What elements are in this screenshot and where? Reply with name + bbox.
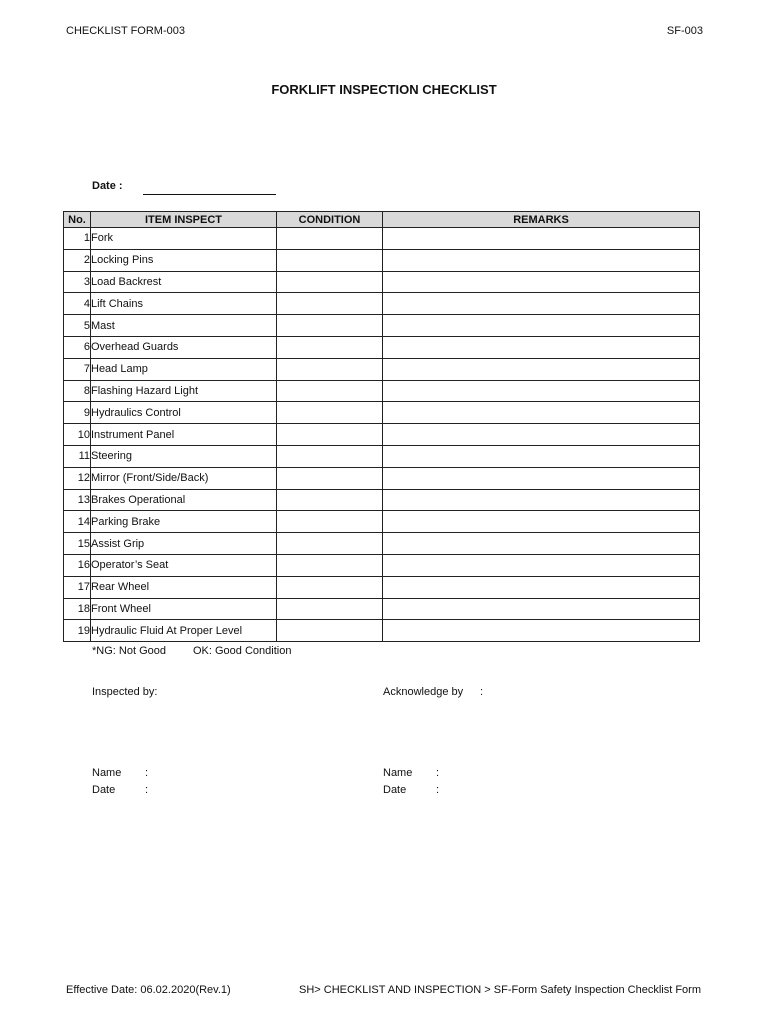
remarks-cell[interactable] [383, 271, 700, 293]
inspector-date-colon: : [145, 784, 149, 796]
condition-cell[interactable] [277, 228, 383, 250]
table-row [64, 489, 700, 511]
row-number: 6 [64, 336, 91, 358]
item-name: Fork [91, 228, 277, 250]
remarks-cell[interactable] [383, 424, 700, 446]
acknowledger-date-label: Date [383, 784, 407, 796]
item-name: Flashing Hazard Light [91, 380, 277, 402]
row-number: 2 [64, 249, 91, 271]
condition-cell[interactable] [277, 336, 383, 358]
condition-cell[interactable] [277, 424, 383, 446]
table-row [64, 424, 700, 446]
remarks-cell[interactable] [383, 576, 700, 598]
remarks-cell[interactable] [383, 467, 700, 489]
table-row [64, 576, 700, 598]
condition-cell[interactable] [277, 620, 383, 642]
header-item-inspect: ITEM INSPECT [91, 212, 277, 228]
table-row [64, 315, 700, 337]
item-name: Front Wheel [91, 598, 277, 620]
table-row [64, 271, 700, 293]
acknowledger-name-label: Name [383, 767, 413, 779]
remarks-cell[interactable] [383, 249, 700, 271]
header-condition: CONDITION [277, 212, 383, 228]
row-number: 1 [64, 228, 91, 250]
legend-not-good: *NG: Not Good [92, 645, 166, 657]
item-name: Assist Grip [91, 533, 277, 555]
table-row [64, 445, 700, 467]
row-number: 15 [64, 533, 91, 555]
table-header-row [64, 212, 700, 228]
item-name: Steering [91, 445, 277, 467]
row-number: 8 [64, 380, 91, 402]
table-row [64, 402, 700, 424]
condition-cell[interactable] [277, 402, 383, 424]
acknowledge-by-colon: : [480, 686, 484, 698]
remarks-cell[interactable] [383, 620, 700, 642]
row-number: 13 [64, 489, 91, 511]
item-name: Rear Wheel [91, 576, 277, 598]
condition-cell[interactable] [277, 467, 383, 489]
condition-cell[interactable] [277, 293, 383, 315]
header-no: No. [64, 212, 91, 228]
condition-cell[interactable] [277, 380, 383, 402]
page-title: FORKLIFT INSPECTION CHECKLIST [271, 82, 497, 97]
inspector-date-label: Date [92, 784, 116, 796]
reference-code: SF-003 [666, 25, 703, 37]
row-number: 10 [64, 424, 91, 446]
table-row [64, 598, 700, 620]
item-name: Overhead Guards [91, 336, 277, 358]
header-remarks: REMARKS [383, 212, 700, 228]
remarks-cell[interactable] [383, 598, 700, 620]
row-number: 19 [64, 620, 91, 642]
row-number: 18 [64, 598, 91, 620]
item-name: Head Lamp [91, 358, 277, 380]
condition-cell[interactable] [277, 271, 383, 293]
item-name: Operator’s Seat [91, 554, 277, 576]
remarks-cell[interactable] [383, 445, 700, 467]
remarks-cell[interactable] [383, 228, 700, 250]
row-number: 4 [64, 293, 91, 315]
row-number: 3 [64, 271, 91, 293]
item-name: Parking Brake [91, 511, 277, 533]
table-row [64, 533, 700, 555]
condition-cell[interactable] [277, 598, 383, 620]
table-row [64, 293, 700, 315]
condition-cell[interactable] [277, 489, 383, 511]
condition-cell[interactable] [277, 576, 383, 598]
effective-date: Effective Date: 06.02.2020(Rev.1) [66, 984, 231, 996]
row-number: 17 [64, 576, 91, 598]
table-row [64, 380, 700, 402]
form-code: CHECKLIST FORM-003 [66, 25, 185, 37]
table-row [64, 554, 700, 576]
item-name: Mast [91, 315, 277, 337]
row-number: 9 [64, 402, 91, 424]
remarks-cell[interactable] [383, 293, 700, 315]
condition-cell[interactable] [277, 445, 383, 467]
legend-good-condition: OK: Good Condition [193, 645, 292, 657]
table-row [64, 620, 700, 642]
remarks-cell[interactable] [383, 511, 700, 533]
condition-cell[interactable] [277, 511, 383, 533]
condition-cell[interactable] [277, 358, 383, 380]
remarks-cell[interactable] [383, 315, 700, 337]
item-name: Brakes Operational [91, 489, 277, 511]
remarks-cell[interactable] [383, 533, 700, 555]
item-name: Load Backrest [91, 271, 277, 293]
condition-cell[interactable] [277, 249, 383, 271]
remarks-cell[interactable] [383, 554, 700, 576]
acknowledge-by-label: Acknowledge by [383, 686, 464, 698]
acknowledger-date-colon: : [436, 784, 440, 796]
table-row [64, 358, 700, 380]
date-label: Date : [92, 180, 123, 192]
item-name: Locking Pins [91, 249, 277, 271]
acknowledger-name-colon: : [436, 767, 440, 779]
item-name: Hydraulics Control [91, 402, 277, 424]
row-number: 5 [64, 315, 91, 337]
date-field[interactable] [143, 194, 276, 195]
item-name: Lift Chains [91, 293, 277, 315]
remarks-cell[interactable] [383, 489, 700, 511]
row-number: 7 [64, 358, 91, 380]
item-name: Instrument Panel [91, 424, 277, 446]
remarks-cell[interactable] [383, 358, 700, 380]
condition-cell[interactable] [277, 533, 383, 555]
table-row [64, 336, 700, 358]
inspector-name-label: Name [92, 767, 122, 779]
row-number: 12 [64, 467, 91, 489]
item-name: Mirror (Front/Side/Back) [91, 467, 277, 489]
document-path: SH> CHECKLIST AND INSPECTION > SF-Form Safety Inspection Checklist Form [298, 984, 701, 996]
remarks-cell[interactable] [383, 380, 700, 402]
table-row [64, 511, 700, 533]
condition-cell[interactable] [277, 554, 383, 576]
remarks-cell[interactable] [383, 402, 700, 424]
inspected-by-label: Inspected by: [92, 686, 158, 698]
item-name: Hydraulic Fluid At Proper Level [91, 620, 277, 642]
condition-cell[interactable] [277, 315, 383, 337]
remarks-cell[interactable] [383, 336, 700, 358]
row-number: 11 [64, 445, 91, 467]
inspector-name-colon: : [145, 767, 149, 779]
row-number: 16 [64, 554, 91, 576]
table-row [64, 467, 700, 489]
inspection-table [63, 211, 700, 642]
table-row [64, 228, 700, 250]
row-number: 14 [64, 511, 91, 533]
table-row [64, 249, 700, 271]
